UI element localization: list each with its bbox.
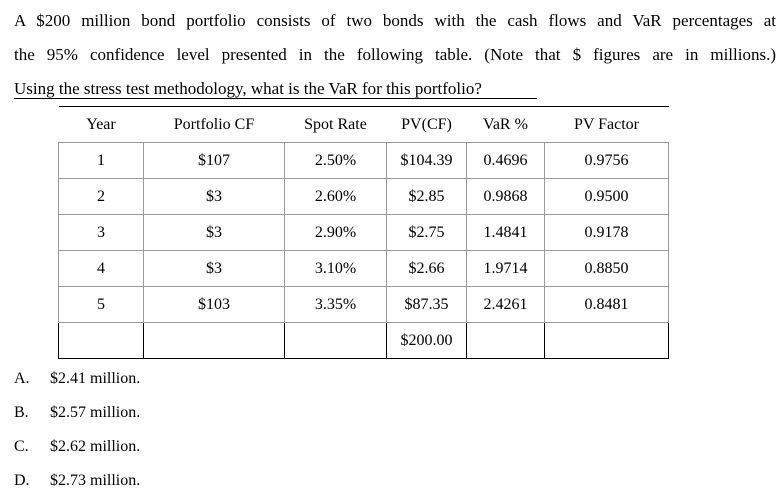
choice-text: $2.62 million. xyxy=(50,438,141,455)
table-header-row xyxy=(59,107,669,143)
question-line-1: A $200 million bond portfolio consists of two bonds with the cash flows and VaR percentages at xyxy=(14,11,776,30)
cell-pv-cf: $87.35 xyxy=(387,287,467,323)
choice-a[interactable] xyxy=(14,362,140,396)
cell-pv-factor: 0.8850 xyxy=(545,251,669,287)
question-underline xyxy=(14,98,537,99)
table-row xyxy=(59,215,669,251)
cell-year: 4 xyxy=(59,251,144,287)
choice-letter: B. xyxy=(14,404,29,421)
cell-pv-cf: $104.39 xyxy=(387,143,467,179)
cell-total-pv: $200.00 xyxy=(387,323,467,359)
cell-year: 3 xyxy=(59,215,144,251)
cell-pv-factor: 0.9500 xyxy=(545,179,669,215)
header-pv-cf: PV(CF) xyxy=(387,107,467,143)
header-year: Year xyxy=(59,107,144,143)
cell-portfolio-cf: $107 xyxy=(144,143,285,179)
choice-letter: A. xyxy=(14,370,30,387)
cell-empty xyxy=(545,323,669,359)
answer-choices xyxy=(14,362,140,498)
cell-year: 1 xyxy=(59,143,144,179)
table-row xyxy=(59,179,669,215)
cell-pv-cf: $2.75 xyxy=(387,215,467,251)
table-row xyxy=(59,287,669,323)
header-pv-factor: PV Factor xyxy=(545,107,669,143)
cell-spot-rate: 3.10% xyxy=(285,251,387,287)
cell-portfolio-cf: $3 xyxy=(144,251,285,287)
cell-spot-rate: 3.35% xyxy=(285,287,387,323)
cell-empty xyxy=(144,323,285,359)
header-var-percent: VaR % xyxy=(467,107,545,143)
cell-pv-factor: 0.9178 xyxy=(545,215,669,251)
choice-letter: C. xyxy=(14,438,29,455)
question-text xyxy=(14,4,776,106)
cell-pv-cf: $2.66 xyxy=(387,251,467,287)
cell-portfolio-cf: $3 xyxy=(144,179,285,215)
choice-text: $2.57 million. xyxy=(50,404,141,421)
cell-var-percent: 0.9868 xyxy=(467,179,545,215)
cell-pv-factor: 0.8481 xyxy=(545,287,669,323)
cell-var-percent: 1.4841 xyxy=(467,215,545,251)
cell-pv-cf: $2.85 xyxy=(387,179,467,215)
cell-portfolio-cf: $3 xyxy=(144,215,285,251)
bond-cash-flow-table xyxy=(58,106,669,359)
choice-letter: D. xyxy=(14,472,30,489)
choice-text: $2.41 million. xyxy=(50,370,141,387)
cell-year: 2 xyxy=(59,179,144,215)
question-line-3: Using the stress test methodology, what is the VaR for this portfolio? xyxy=(14,79,482,98)
choice-text: $2.73 million. xyxy=(50,472,141,489)
choice-b[interactable] xyxy=(14,396,140,430)
cell-var-percent: 2.4261 xyxy=(467,287,545,323)
question-line-2: the 95% confidence level presented in the following table. (Note that $ figures are in millions.) xyxy=(14,45,776,64)
cell-empty xyxy=(285,323,387,359)
cell-year: 5 xyxy=(59,287,144,323)
cell-var-percent: 0.4696 xyxy=(467,143,545,179)
cell-empty xyxy=(59,323,144,359)
total-row xyxy=(59,323,669,359)
header-spot-rate: Spot Rate xyxy=(285,107,387,143)
cell-spot-rate: 2.60% xyxy=(285,179,387,215)
cell-pv-factor: 0.9756 xyxy=(545,143,669,179)
choice-c[interactable] xyxy=(14,430,140,464)
cell-empty xyxy=(467,323,545,359)
choice-d[interactable] xyxy=(14,464,140,498)
table-row xyxy=(59,143,669,179)
header-portfolio-cf: Portfolio CF xyxy=(144,107,285,143)
cell-spot-rate: 2.50% xyxy=(285,143,387,179)
table-row xyxy=(59,251,669,287)
cell-var-percent: 1.9714 xyxy=(467,251,545,287)
cell-portfolio-cf: $103 xyxy=(144,287,285,323)
cell-spot-rate: 2.90% xyxy=(285,215,387,251)
